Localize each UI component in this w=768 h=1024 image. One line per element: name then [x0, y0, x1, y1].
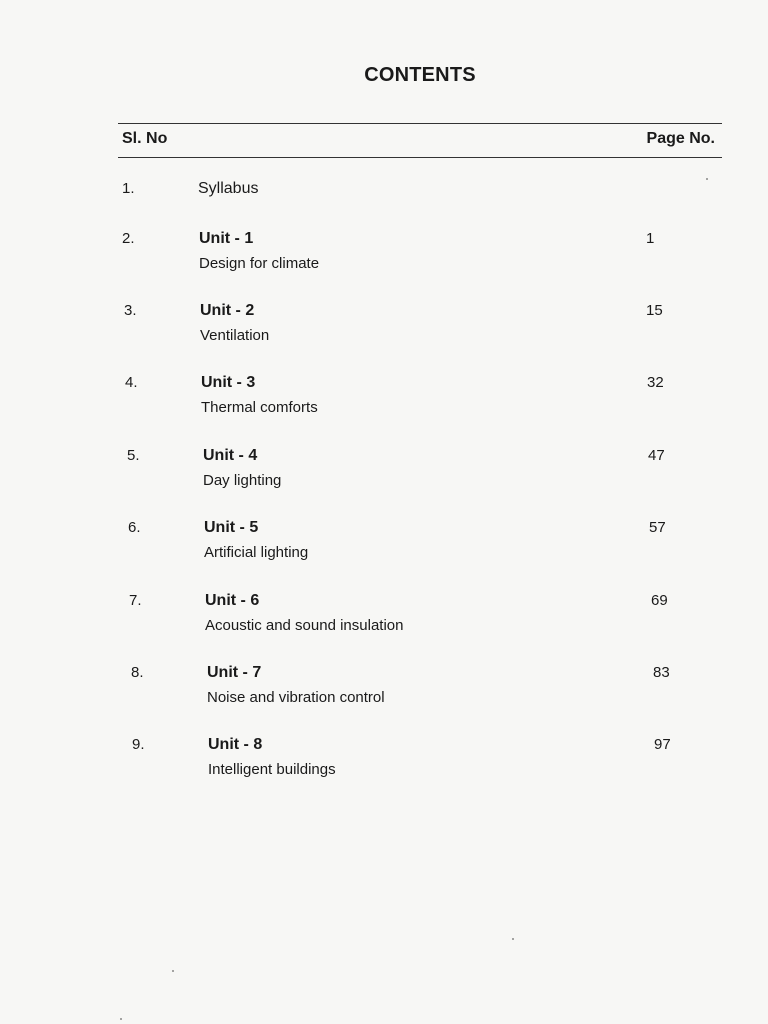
entry-page: 1 — [646, 230, 655, 247]
entry-description: Acoustic and sound insulation — [205, 617, 404, 634]
entry-page: 32 — [647, 374, 664, 391]
entry-page: 47 — [648, 447, 665, 464]
entry-unit: Unit - 5 — [204, 519, 259, 536]
entry-description: Design for climate — [199, 255, 320, 272]
entry-unit: Unit - 6 — [205, 592, 260, 609]
sl-no-header: Sl. No — [122, 130, 168, 147]
scan-speck — [706, 178, 708, 180]
entry-unit: Unit - 1 — [199, 230, 254, 247]
entry-page: 15 — [646, 302, 663, 319]
entry-unit: Unit - 4 — [203, 447, 258, 464]
entry-description: Intelligent buildings — [208, 761, 336, 778]
page-no-header: Page No. — [646, 130, 715, 147]
entry-description: Day lighting — [203, 472, 282, 489]
entry-page: 69 — [651, 592, 668, 609]
toc-entry — [0, 230, 768, 280]
toc-entry — [0, 592, 768, 642]
entry-number: 2. — [122, 230, 135, 247]
toc-entry — [0, 374, 768, 424]
entry-description: Ventilation — [200, 327, 270, 344]
scan-speck — [172, 970, 174, 972]
toc-entry — [0, 519, 768, 569]
entry-number: 8. — [131, 664, 144, 681]
header-bottom-rule — [118, 157, 722, 158]
entry-page: 83 — [653, 664, 670, 681]
entry-number: 4. — [125, 374, 138, 391]
syllabus-label: Syllabus — [198, 180, 259, 197]
header-top-rule — [118, 123, 722, 124]
scan-speck — [512, 938, 514, 940]
entry-number: 9. — [132, 736, 145, 753]
toc-entry — [0, 664, 768, 714]
entry-number: 3. — [124, 302, 137, 319]
entry-unit: Unit - 2 — [200, 302, 255, 319]
page-title: CONTENTS — [364, 64, 476, 86]
entry-description: Artificial lighting — [204, 544, 309, 561]
entry-unit: Unit - 8 — [208, 736, 263, 753]
toc-entry — [0, 736, 768, 786]
entry-description: Noise and vibration control — [207, 689, 385, 706]
syllabus-number: 1. — [122, 180, 135, 197]
entry-unit: Unit - 3 — [201, 374, 256, 391]
entry-number: 5. — [127, 447, 140, 464]
entry-unit: Unit - 7 — [207, 664, 262, 681]
entry-page: 97 — [654, 736, 671, 753]
scan-speck — [120, 1018, 122, 1020]
entry-number: 7. — [129, 592, 142, 609]
entry-page: 57 — [649, 519, 666, 536]
toc-entry — [0, 447, 768, 497]
entry-number: 6. — [128, 519, 141, 536]
entry-description: Thermal comforts — [201, 399, 318, 416]
toc-entry — [0, 302, 768, 352]
